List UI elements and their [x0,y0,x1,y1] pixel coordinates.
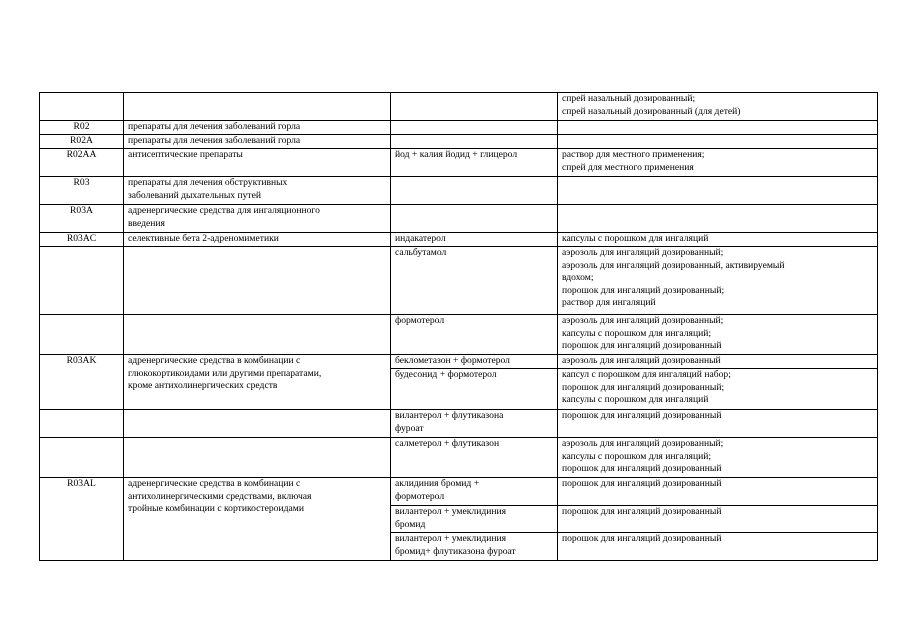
substance-cell-line: вилантерол + умеклидиния [395,533,507,544]
dosage-form-cell-line: раствор для местного применения; [562,149,705,160]
atc-group-cell-line: глюкокортикоидами или другими препаратами, [128,367,322,379]
atc-code-cell: R03AK [40,355,124,410]
atc-code-cell [40,438,124,478]
substance-cell-line: бромид [395,518,426,530]
dosage-form-cell-line: аэрозоль для ингаляций дозированный [562,355,721,366]
atc-group-cell-line: антисептические препараты [128,149,243,160]
atc-group-cell [124,355,391,410]
atc-group-cell [124,205,391,233]
atc-group-cell [124,410,391,438]
substance-cell [391,149,558,177]
atc-group-cell-line: антихолинергическими средствами, включая [128,490,312,502]
atc-group-cell [124,121,391,135]
atc-group-cell-line: адренергические средства в комбинации с [128,355,301,366]
dosage-form-cell-line: порошок для ингаляций дозированный [562,410,722,421]
atc-code-cell [40,93,124,121]
table-row [40,247,878,315]
substance-cell [391,315,558,355]
dosage-form-cell-line: аэрозоль для ингаляций дозированный; [562,438,724,449]
atc-group-cell-line: заболеваний дыхательных путей [128,189,262,201]
atc-group-cell [124,315,391,355]
substance-cell-line: индакатерол [395,233,446,244]
table-row [40,478,878,506]
atc-group-cell-line: препараты для лечения заболеваний горла [128,135,301,146]
atc-code-cell: R03AL [40,478,124,561]
substance-cell [391,233,558,247]
table-row [40,315,878,355]
dosage-form-cell-line: капсулы с порошком для ингаляций [562,394,709,406]
atc-code-cell: R02AA [40,149,124,177]
atc-group-cell [124,149,391,177]
dosage-form-cell [558,533,878,561]
atc-group-cell [124,478,391,561]
dosage-form-cell [558,478,878,506]
dosage-form-cell [558,506,878,533]
dosage-form-cell-line: капсулы с порошком для ингаляций; [562,450,712,462]
atc-group-cell [124,93,391,121]
dosage-form-cell-line: раствор для ингаляций [562,297,656,309]
atc-group-cell-line: тройные комбинации с кортикостероидами [128,503,304,515]
atc-group-cell-line: адренергические средства для ингаляционного [128,205,320,216]
substance-cell [391,355,558,369]
atc-group-cell [124,135,391,149]
dosage-form-cell-line: капсулы с порошком для ингаляций; [562,327,712,339]
substance-cell [391,247,558,315]
substance-cell-line: йод + калия йодид + глицерол [395,149,518,160]
dosage-form-cell-line: аэрозоль для ингаляций дозированный; [562,315,724,326]
dosage-form-cell [558,135,878,149]
dosage-form-cell [558,121,878,135]
dosage-form-cell-line: спрей для местного применения [562,161,694,173]
dosage-form-cell-line: аэрозоль для ингаляций дозированный, активируемый [562,259,785,271]
table-row [40,355,878,369]
dosage-form-cell-line: порошок для ингаляций дозированный; [562,284,725,296]
table-row [40,233,878,247]
atc-group-cell [124,438,391,478]
substance-cell-line: салметерол + флутиказон [395,438,500,449]
substance-cell-line: формотерол [395,490,445,502]
table-row [40,121,878,135]
substance-cell [391,205,558,233]
substance-cell [391,135,558,149]
dosage-form-cell [558,177,878,205]
substance-cell [391,369,558,410]
dosage-form-cell [558,93,878,121]
atc-code-cell: R02 [40,121,124,135]
table-row [40,149,878,177]
drug-classification-table [39,92,878,561]
substance-cell [391,121,558,135]
dosage-form-cell-line: капсул с порошком для ингаляций набор; [562,369,731,380]
substance-cell-line: аклидиния бромид + [395,478,480,489]
table-row [40,410,878,438]
substance-cell [391,410,558,438]
table-row [40,177,878,205]
dosage-form-cell [558,410,878,438]
dosage-form-cell-line: порошок для ингаляций дозированный [562,506,722,517]
dosage-form-cell [558,315,878,355]
atc-group-cell-line: препараты для лечения обструктивных [128,177,288,188]
atc-code-cell [40,410,124,438]
dosage-form-cell-line: аэрозоль для ингаляций дозированный; [562,247,724,258]
dosage-form-cell-line: порошок для ингаляций дозированный; [562,381,725,393]
table-row [40,93,878,121]
atc-code-cell: R03A [40,205,124,233]
dosage-form-cell-line: порошок для ингаляций дозированный [562,478,722,489]
atc-group-cell [124,177,391,205]
dosage-form-cell-line: порошок для ингаляций дозированный [562,463,722,475]
table-row [40,438,878,478]
atc-code-cell: R03AC [40,233,124,247]
dosage-form-cell [558,355,878,369]
atc-group-cell-line: препараты для лечения заболеваний горла [128,121,301,132]
table-row [40,135,878,149]
substance-cell [391,438,558,478]
table-row [40,205,878,233]
atc-code-cell [40,247,124,315]
atc-code-cell [40,315,124,355]
atc-group-cell-line: селективные бета 2-адреномиметики [128,233,279,244]
substance-cell-line: вилантерол + флутиказона [395,410,504,421]
dosage-form-cell-line: порошок для ингаляций дозированный [562,340,722,352]
substance-cell-line: сальбутамол [395,247,447,258]
atc-group-cell [124,247,391,315]
dosage-form-cell [558,438,878,478]
substance-cell-line: фуроат [395,422,424,434]
substance-cell [391,93,558,121]
dosage-form-cell [558,369,878,410]
table-body [40,93,878,561]
atc-code-cell: R03 [40,177,124,205]
atc-group-cell [124,233,391,247]
dosage-form-cell [558,233,878,247]
substance-cell [391,506,558,533]
atc-group-cell-line: кроме антихолинергических средств [128,380,278,392]
atc-group-cell-line: введения [128,217,165,229]
dosage-form-cell [558,205,878,233]
dosage-form-cell [558,149,878,177]
atc-group-cell-line: адренергические средства в комбинации с [128,478,301,489]
atc-code-cell: R02A [40,135,124,149]
substance-cell-line: беклометазон + формотерол [395,355,510,366]
substance-cell-line: будесонид + формотерол [395,369,497,380]
dosage-form-cell-line: спрей назальный дозированный; [562,93,696,104]
substance-cell-line: формотерол [395,315,445,326]
substance-cell [391,478,558,506]
dosage-form-cell-line: порошок для ингаляций дозированный [562,533,722,544]
substance-cell [391,533,558,561]
dosage-form-cell-line: капсулы с порошком для ингаляций [562,233,709,244]
substance-cell-line: вилантерол + умеклидиния [395,506,507,517]
substance-cell-line: бромид+ флутиказона фуроат [395,545,516,557]
dosage-form-cell [558,247,878,315]
dosage-form-cell-line: спрей назальный дозированный (для детей) [562,105,741,117]
dosage-form-cell-line: вдохом; [562,272,594,284]
substance-cell [391,177,558,205]
